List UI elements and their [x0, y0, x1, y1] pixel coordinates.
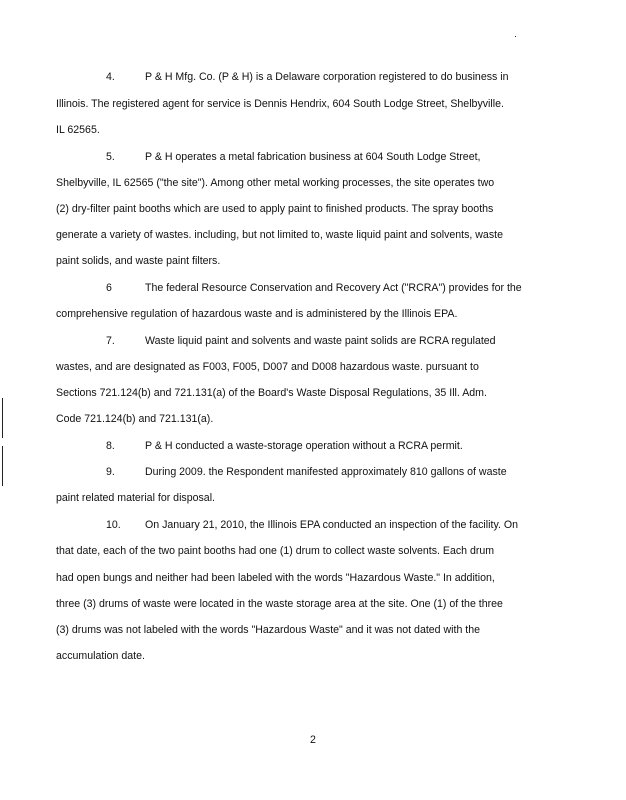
page-number: 2	[310, 734, 316, 746]
paragraph-line: generate a variety of wastes. including, but not limited to, waste liquid paint and solvents, waste	[56, 229, 503, 241]
paragraph-line: P & H operates a metal fabrication business at 604 South Lodge Street,	[145, 151, 481, 163]
scan-edge-mark	[2, 446, 3, 486]
paragraph-line: P & H Mfg. Co. (P & H) is a Delaware corporation registered to do business in	[145, 71, 509, 83]
paragraph-line: On January 21, 2010, the Illinois EPA conducted an inspection of the facility. On	[145, 519, 518, 531]
paragraph-line: paint solids, and waste paint filters.	[56, 255, 221, 267]
paragraph-number: 5.	[106, 151, 115, 163]
paragraph-line: Sections 721.124(b) and 721.131(a) of the Board's Waste Disposal Regulations, 35 Ill. Adm.	[56, 387, 487, 399]
paragraph-line: (3) drums was not labeled with the words "Hazardous Waste" and it was not dated with the	[56, 624, 481, 636]
paragraph-line: Waste liquid paint and solvents and waste paint solids are RCRA regulated	[145, 335, 496, 347]
paragraph-number: 4.	[106, 71, 115, 83]
paragraph-line: paint related material for disposal.	[56, 492, 215, 504]
paragraph-number: 7.	[106, 335, 115, 347]
paragraph-line: wastes, and are designated as F003, F005, D007 and D008 hazardous waste. pursuant to	[56, 361, 479, 373]
paragraph-line: Code 721.124(b) and 721.131(a).	[56, 413, 214, 425]
paragraph-line: that date, each of the two paint booths had one (1) drum to collect waste solvents. Each drum	[56, 545, 495, 557]
paragraph-number: 9.	[106, 466, 115, 478]
paragraph-line: had open bungs and neither had been labeled with the words "Hazardous Waste." In addition,	[56, 572, 495, 584]
paragraph-line: three (3) drums of waste were located in the waste storage area at the site. One (1) of the three	[56, 598, 503, 610]
paragraph-number: 8.	[106, 440, 115, 452]
paragraph-line: During 2009. the Respondent manifested approximately 810 gallons of waste	[145, 466, 507, 478]
scan-speck	[515, 36, 516, 37]
paragraph-line: Shelbyville, IL 62565 ("the site"). Among other metal working processes, the site operates two	[56, 177, 495, 189]
paragraph-line: comprehensive regulation of hazardous waste and is administered by the Illinois EPA.	[56, 308, 458, 320]
paragraph-line: Illinois. The registered agent for service is Dennis Hendrix, 604 South Lodge Street, Shelbyville.	[56, 98, 504, 110]
paragraph-line: The federal Resource Conservation and Recovery Act ("RCRA") provides for the	[145, 282, 522, 294]
scan-edge-mark	[2, 398, 3, 438]
paragraph-line: P & H conducted a waste-storage operation without a RCRA permit.	[145, 440, 463, 452]
paragraph-line: (2) dry-filter paint booths which are used to apply paint to finished products. The spray booths	[56, 203, 494, 215]
paragraph-number: 6	[106, 282, 112, 294]
paragraph-line: IL 62565.	[56, 124, 100, 136]
paragraph-line: accumulation date.	[56, 650, 145, 662]
paragraph-number: 10.	[106, 519, 121, 531]
